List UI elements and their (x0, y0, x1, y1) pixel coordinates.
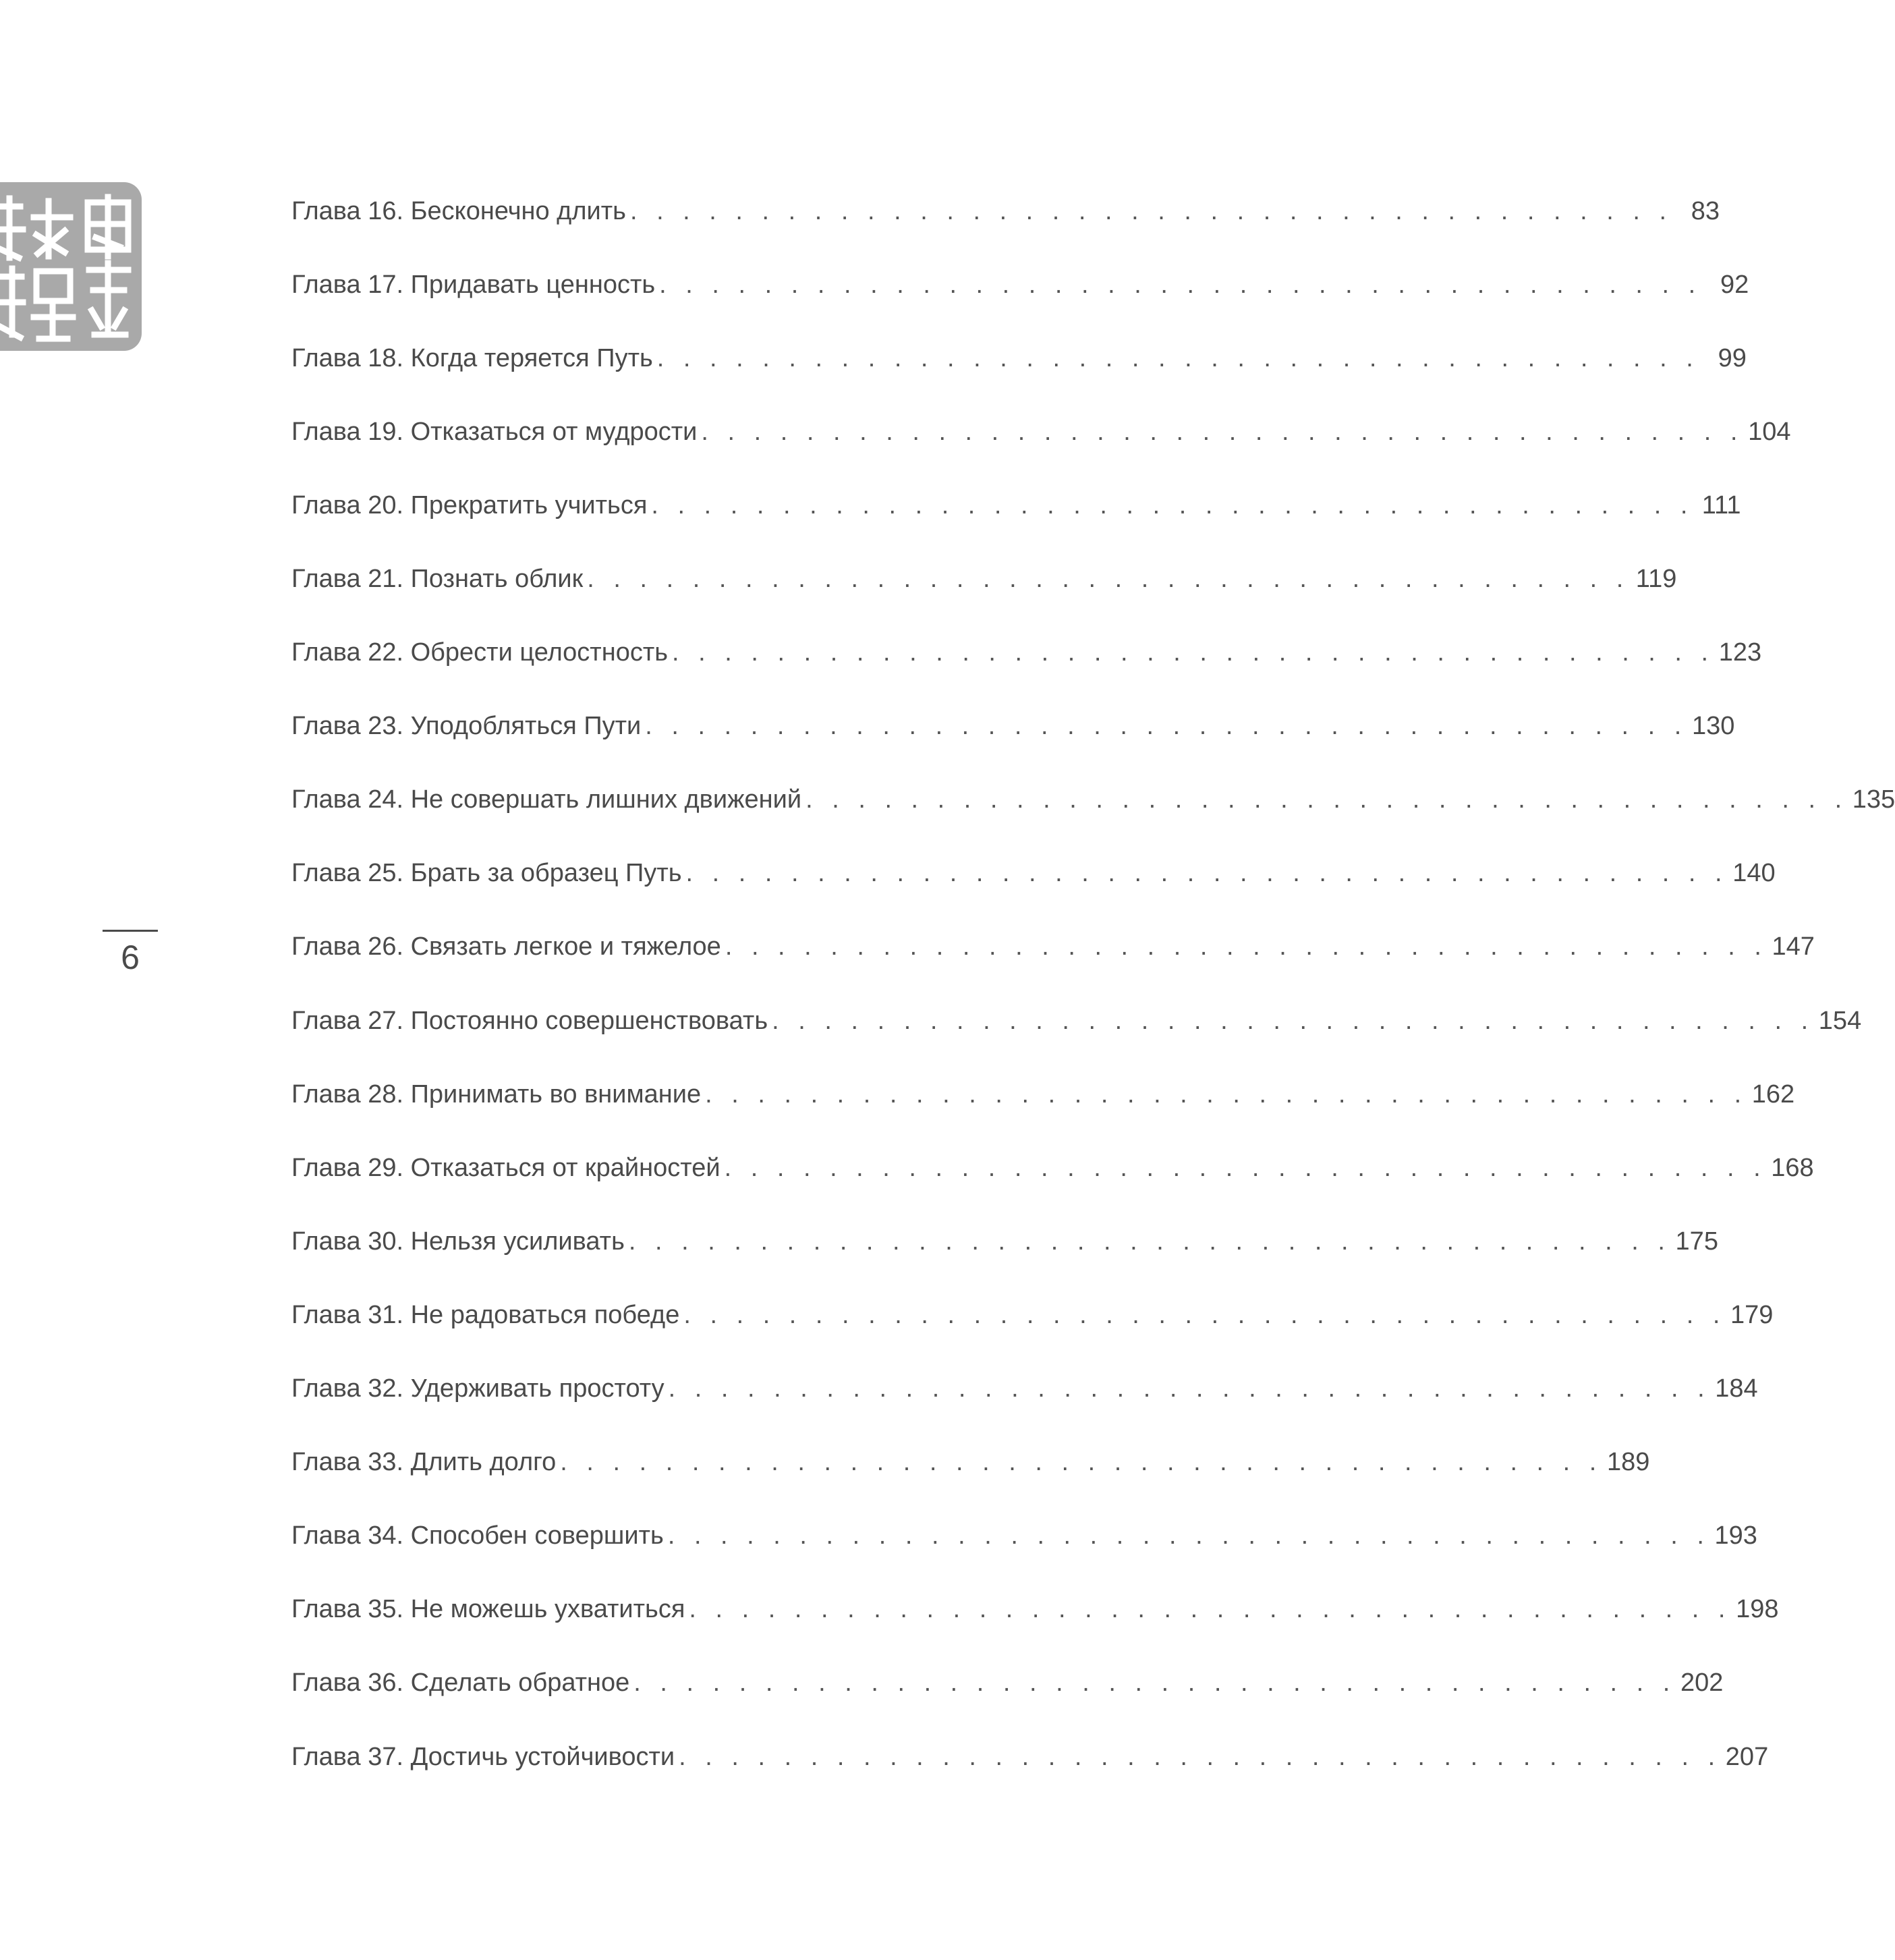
toc-entry[interactable] (291, 1057, 1795, 1131)
toc-entry-title: Глава 31. Не радоваться победе (291, 1300, 680, 1329)
toc-entry-title: Глава 19. Отказаться от мудрости (291, 417, 698, 446)
toc-entry[interactable] (291, 616, 1762, 690)
toc-dot-leader: . . . . . . . . . . . . . . . . . . . . . . . . . . . . . . . . . . . . . . . . (667, 1521, 1710, 1550)
toc-entry[interactable] (291, 690, 1735, 763)
toc-entry[interactable] (291, 763, 1895, 837)
toc-entry-page: 202 (1680, 1669, 1724, 1698)
toc-entry[interactable] (291, 174, 1720, 248)
toc-entry-title: Глава 23. Уподобляться Пути (291, 712, 642, 741)
toc-entry-title: Глава 33. Длить долго (291, 1448, 557, 1477)
toc-dot-leader: . . . . . . . . . . . . . . . . . . . . . . . . . . . . . . . . . . . . . . . . (724, 1153, 1767, 1182)
toc-entry[interactable] (291, 984, 1862, 1057)
toc-dot-leader: . . . . . . . . . . . . . . . . . . . . . . . . . . . . . . . . . . . . . . . . (668, 1374, 1711, 1403)
toc-dot-leader: . . . . . . . . . . . . . . . . . . . . . . . . . . . . . . . . . . . . . . . . (628, 1227, 1671, 1256)
toc-entry[interactable] (291, 395, 1791, 468)
toc-entry-page: 179 (1730, 1300, 1774, 1329)
toc-dot-leader: . . . . . . . . . . . . . . . . . . . . . . . . . . . . . . . . . . . . . . . . (701, 417, 1744, 446)
toc-entry[interactable] (291, 1278, 1774, 1351)
toc-entry-title: Глава 18. Когда теряется Путь (291, 343, 653, 372)
toc-entry-title: Глава 27. Постоянно совершенствовать (291, 1006, 768, 1035)
toc-entry-page: 189 (1606, 1448, 1650, 1477)
toc-entry-page: 147 (1772, 932, 1815, 961)
toc-entry-title: Глава 24. Не совершать лишних движений (291, 785, 802, 814)
toc-entry[interactable] (291, 542, 1677, 615)
toc-entry-page: 123 (1718, 638, 1762, 667)
toc-dot-leader: . . . . . . . . . . . . . . . . . . . . . . . . . . . . . . . . . . . . . . . . (645, 712, 1688, 741)
toc-entry-title: Глава 29. Отказаться от крайностей (291, 1153, 720, 1182)
toc-entry[interactable] (291, 1573, 1779, 1646)
toc-entry-title: Глава 22. Обрести целостность (291, 638, 669, 667)
toc-dot-leader: . . . . . . . . . . . . . . . . . . . . . . . . . . . . . . . . . . . . . . . . (705, 1080, 1748, 1109)
toc-entry[interactable] (291, 321, 1747, 395)
toc-dot-leader: . . . . . . . . . . . . . . . . . . . . . . . . . . . . . . . . . . . . . . . . (672, 638, 1715, 667)
toc-entry[interactable] (291, 1352, 1758, 1426)
page-number-rule (103, 930, 158, 932)
toc-entry[interactable] (291, 837, 1776, 910)
toc-entry-title: Глава 21. Познать облик (291, 565, 584, 594)
toc-entry-title: Глава 20. Прекратить учиться (291, 491, 648, 520)
toc-entry-title: Глава 16. Бесконечно длить (291, 196, 626, 225)
toc-entry[interactable] (291, 1426, 1650, 1499)
toc-dot-leader: . . . . . . . . . . . . . . . . . . . . . . . . . . . . . . . . . . . . . . . . (651, 491, 1694, 520)
toc-entry-page: 207 (1725, 1742, 1769, 1771)
toc-dot-leader: . . . . . . . . . . . . . . . . . . . . . . . . . . . . . . . . . . . . . . . . (656, 343, 1699, 372)
toc-entry-title: Глава 34. Способен совершить (291, 1521, 664, 1550)
toc-entry-page: 175 (1675, 1227, 1718, 1256)
seal-stamp-icon (0, 182, 142, 351)
table-of-contents (291, 174, 1895, 1793)
toc-dot-leader: . . . . . . . . . . . . . . . . . . . . . . . . . . . . . . . . . . . . . . . . (679, 1742, 1722, 1771)
toc-entry-page: 193 (1714, 1521, 1757, 1550)
toc-entry-page: 104 (1748, 417, 1791, 446)
toc-entry-title: Глава 36. Сделать обратное (291, 1669, 630, 1698)
toc-entry[interactable] (291, 468, 1741, 542)
toc-entry-title: Глава 28. Принимать во внимание (291, 1080, 702, 1109)
toc-entry-page: 83 (1691, 196, 1720, 225)
toc-entry-title: Глава 35. Не можешь ухватиться (291, 1595, 685, 1624)
toc-entry-page: 140 (1732, 859, 1776, 888)
toc-dot-leader: . . . . . . . . . . . . . . . . . . . . . . . . . . . . . . . . . . . . . . . . (772, 1006, 1815, 1035)
toc-entry[interactable] (291, 1131, 1814, 1204)
toc-dot-leader: . . . . . . . . . . . . . . . . . . . . . . . . . . . . . . . . . . . . . . . . (587, 565, 1630, 594)
toc-dot-leader: . . . . . . . . . . . . . . . . . . . . . . . . . . . . . . . . . . . . . . . . (683, 1300, 1726, 1329)
toc-dot-leader: . . . . . . . . . . . . . . . . . . . . . . . . . . . . . . . . . . . . . . . . (805, 785, 1848, 814)
toc-dot-leader: . . . . . . . . . . . . . . . . . . . . . . . . . . . . . . . . . . . . . . . . (725, 932, 1767, 961)
toc-entry[interactable] (291, 1499, 1757, 1573)
toc-entry-page: 184 (1715, 1374, 1758, 1403)
toc-dot-leader: . . . . . . . . . . . . . . . . . . . . . . . . . . . . . . . . . . . . . . . . (689, 1595, 1732, 1624)
toc-dot-leader: . . . . . . . . . . . . . . . . . . . . . . . . . . . . . . . . . . . . . . . . (633, 1669, 1676, 1698)
page-number: 6 (121, 939, 140, 976)
toc-dot-leader: . . . . . . . . . . . . . . . . . . . . . . . . . . . . . . . . . . . . . . . . (659, 270, 1702, 299)
toc-entry[interactable] (291, 1720, 1769, 1793)
toc-entry-title: Глава 32. Удерживать простоту (291, 1374, 664, 1403)
toc-entry-page: 154 (1818, 1006, 1862, 1035)
toc-entry-page: 135 (1852, 785, 1895, 814)
toc-entry-title: Глава 25. Брать за образец Путь (291, 859, 682, 888)
toc-entry-title: Глава 26. Связать легкое и тяжелое (291, 932, 721, 961)
toc-entry-page: 119 (1635, 565, 1677, 594)
toc-entry[interactable] (291, 1204, 1718, 1278)
seal-glyphs-icon (0, 182, 142, 351)
toc-entry-page: 198 (1736, 1595, 1779, 1624)
toc-entry[interactable] (291, 910, 1815, 984)
toc-entry-page: 111 (1701, 491, 1741, 520)
toc-entry-title: Глава 30. Нельзя усиливать (291, 1227, 625, 1256)
toc-entry-title: Глава 17. Придавать ценность (291, 270, 656, 299)
toc-entry[interactable] (291, 1646, 1724, 1720)
toc-entry-title: Глава 37. Достичь устойчивости (291, 1742, 675, 1771)
toc-entry-page: 92 (1720, 270, 1749, 299)
toc-dot-leader: . . . . . . . . . . . . . . . . . . . . . . . . . . . . . . . . . . . . . . . . (560, 1448, 1603, 1477)
toc-entry[interactable] (291, 248, 1749, 321)
toc-dot-leader: . . . . . . . . . . . . . . . . . . . . . . . . . . . . . . . . . . . . . . . . (685, 859, 1728, 888)
toc-entry-page: 130 (1691, 712, 1735, 741)
toc-entry-page: 99 (1718, 343, 1747, 372)
toc-entry-page: 162 (1751, 1080, 1795, 1109)
toc-entry-page: 168 (1771, 1153, 1814, 1182)
toc-dot-leader: . . . . . . . . . . . . . . . . . . . . . . . . . . . . . . . . . . . . . . . . (629, 196, 1673, 225)
